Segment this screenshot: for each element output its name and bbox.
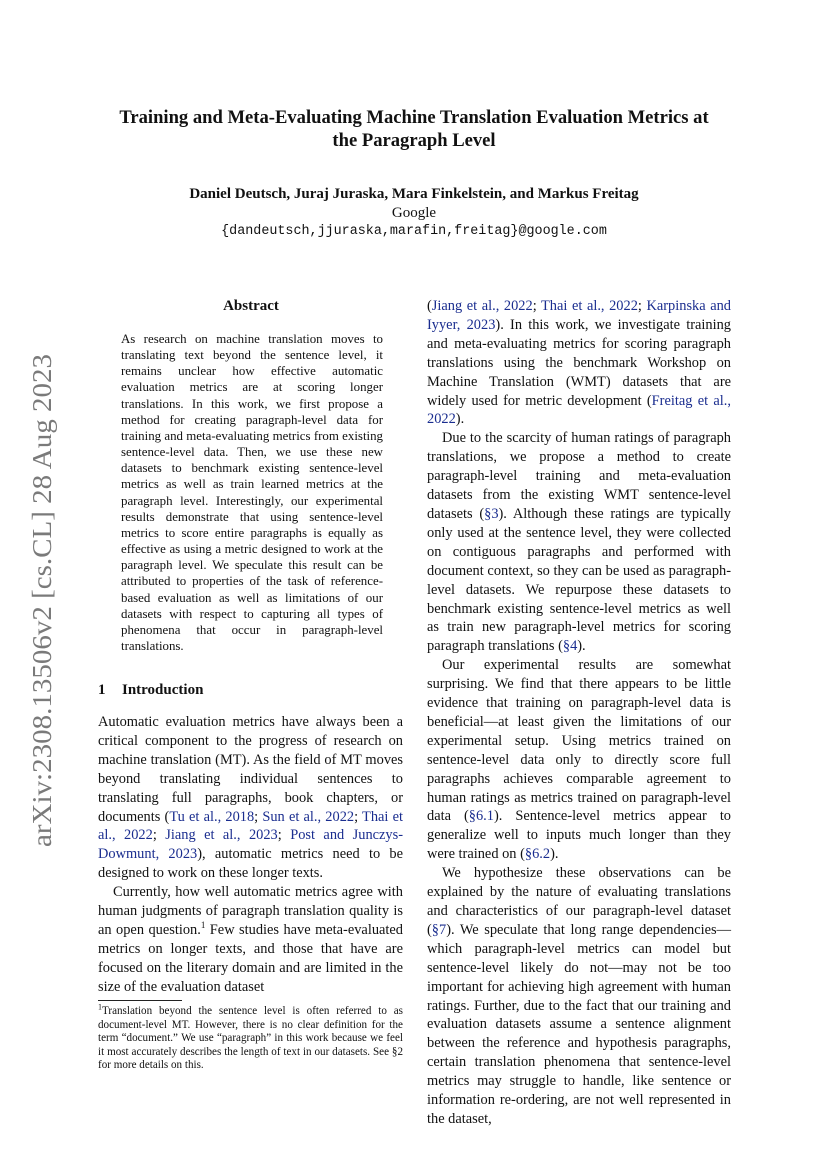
footnote-text: Translation beyond the sentence level is often referred to as document-level MT. However, there is no clear definition for the term “document.” We use “paragraph” in this work because we feel it most accurately describes the length of text in our datasets. See §2 for more details on this. bbox=[98, 1005, 403, 1071]
arxiv-identifier-stamp bbox=[18, 352, 62, 847]
paper-title-line-2: the Paragraph Level bbox=[332, 130, 496, 151]
section-number: 1 bbox=[98, 682, 106, 698]
citation-link[interactable]: Thai et al., 2022 bbox=[98, 808, 403, 844]
intro-paragraph-1: Automatic evaluation metrics have always been a critical component to the progress of research on machine translation (MT). As the field of MT moves beyond translating individual sentences to translating full paragraphs, book chapters, or documents (Tu et al., 2018; Sun et al., 2022; Thai et al., 2022; Jiang et al., 2023; Post and Junczys-Dowmunt, 2023), automatic metrics need to be designed to work on these longer texts. bbox=[98, 714, 404, 882]
citation-link[interactable]: Tu et al., 2018 bbox=[169, 808, 255, 825]
intro-paragraph-2: Currently, how well automatic metrics agree with human judgments of paragraph translation quality is an open question.$^1$ Few studies have meta-evaluated metrics on longer texts, and those that have are focused on the literary domain and are limited in the size of the evaluation dataset bbox=[98, 884, 403, 995]
intro-paragraph-2-continued: (Jiang et al., 2022; Thai et al., 2022; Karpinska and Iyyer, 2023). In this work, we investigate training and meta-evaluating metrics for scoring paragraph translations using the benchmark Workshop on Machine Translation (WMT) datasets that are widely used for metric development (Freitag et al., 2022). bbox=[427, 298, 732, 428]
footnote-divider bbox=[98, 1000, 182, 1001]
intro-paragraph-5: We hypothesize these observations can be explained by the nature of evaluating translations and characteristics of our paragraph-level dataset (§7). We speculate that long range dependencies—which paragraph-level metrics can model but sentence-level likely do not—may not be too important for achieving high agreement with human ratings. Further, due to the fact that our training and evaluation datasets assume a sentence alignment between the reference and hypothesis paragraphs, certain translation phenomena that sentence-level metrics may struggle to handle, like sentence or information re-ordering, are not well represented in the dataset, bbox=[427, 865, 731, 1127]
citation-link[interactable]: Karpinska and Iyyer, 2023 bbox=[427, 298, 731, 333]
paper-title bbox=[60, 106, 768, 152]
section-title: Introduction bbox=[122, 682, 204, 698]
abstract-heading: Abstract bbox=[223, 298, 279, 314]
footnote-reference[interactable]: 1 bbox=[200, 920, 206, 931]
citation-link[interactable]: Freitag et al., 2022 bbox=[427, 392, 731, 428]
citation-link[interactable]: Jiang et al., 2023 bbox=[165, 827, 278, 844]
intro-paragraph-4: Our experimental results are somewhat surprising. We find that there appears to be little evidence that training on paragraph-level data is beneficial—at least given the limitations of our experimental setup. Using metrics trained on sentence-level data only to directly score full paragraphs achieves comparable agreement to human ratings as metrics trained on paragraph-level data (§6.1). Sentence-level metrics appear to generalize well to inputs much longer than they were trained on (§6.2). bbox=[427, 657, 732, 863]
abstract-body: As research on machine translation moves to translating text beyond the sentence level, it remains unclear how effective automatic evaluation metrics are at scoring longer translations. In this work, we first propose a method for creating paragraph-level data for training and meta-evaluating metrics from existing sentence-level data. Then, we use these new datasets to benchmark existing sentence-level metrics as well as train learned metrics at the paragraph level. Interestingly, our experimental results demonstrate that using sentence-level metrics to score entire paragraphs is equally as effective as using a metric designed to work at the paragraph level. We speculate this result can be attributed to properties of the task of reference-based evaluation as well as limitations of our datasets with respect to capturing all types of phenomena that occur in paragraph-level translations. bbox=[121, 332, 383, 653]
intro-paragraph-3: Due to the scarcity of human ratings of paragraph translations, we propose a method to create paragraph-level training and meta-evaluation datasets from the existing WMT sentence-level datasets (§3). Although these ratings are typically only used at the sentence level, they were collected on contiguous paragraphs and performed with document context, so they can be used as paragraph-level datasets. We repurpose these datasets to benchmark existing sentence-level metrics as well as train new paragraph-level metrics for scoring paragraph translations (§4). bbox=[427, 430, 731, 655]
arxiv-stamp-text: arXiv:2308.13506v2 [cs.CL] 28 Aug 2023 bbox=[27, 388, 57, 847]
left-column-text bbox=[98, 713, 403, 997]
citation-link[interactable]: Jiang et al., 2022 bbox=[431, 298, 533, 314]
footnote bbox=[98, 1002, 403, 1073]
citation-link[interactable]: Sun et al., 2022 bbox=[262, 808, 355, 825]
author-list: Daniel Deutsch, Juraj Juraska, Mara Finkelstein, and Markus Freitag bbox=[189, 186, 639, 202]
section-ref-link[interactable]: §4 bbox=[562, 638, 578, 655]
affiliation: Google bbox=[391, 205, 437, 221]
footnote-mark: 1 bbox=[98, 1002, 102, 1012]
citation-link[interactable]: Thai et al., 2022 bbox=[541, 298, 638, 314]
section-ref-link[interactable]: §6.2 bbox=[524, 846, 551, 863]
right-column-text bbox=[427, 297, 731, 1129]
section-ref-link[interactable]: §7 bbox=[431, 921, 447, 938]
section-ref-link[interactable]: §6.1 bbox=[468, 808, 494, 825]
citation-link[interactable]: Post and Junczys-Dowmunt, 2023 bbox=[98, 827, 404, 863]
author-emails: {dandeutsch,jjuraska,marafin,freitag}@google.com bbox=[221, 224, 607, 239]
section-ref-link[interactable]: §3 bbox=[484, 505, 499, 522]
section-heading-introduction bbox=[98, 680, 203, 700]
paper-title-line-1: Training and Meta-Evaluating Machine Translation Evaluation Metrics at bbox=[119, 107, 709, 128]
